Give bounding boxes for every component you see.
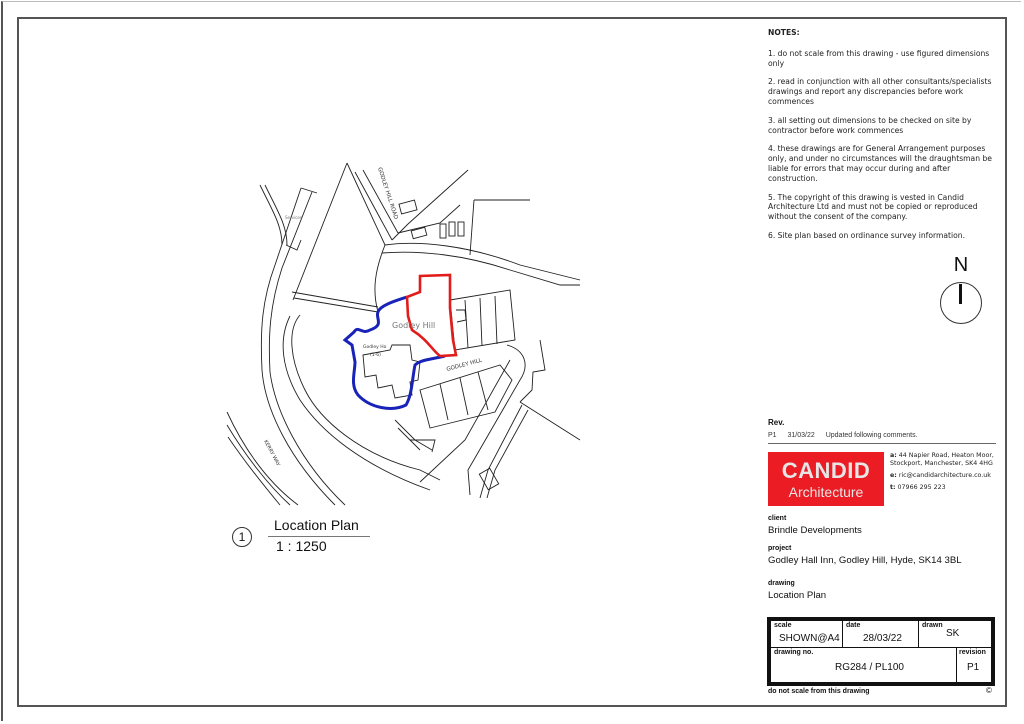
revision-label: revision [959,649,986,656]
drawing-no-label: drawing no. [774,649,814,656]
drawing-field [768,580,1000,601]
drawn-cell [919,621,991,648]
revision-cell [957,648,991,682]
address-label: a: [890,452,897,459]
do-not-scale-note: do not scale from this drawing [768,688,870,695]
revision-title: Rev. [768,418,785,427]
date-label: date [846,622,861,629]
plan-number-circle: 1 [232,527,252,547]
label-godley-hall-units: (1-6) [370,353,381,358]
site-boundary [407,275,456,356]
note-item: 2. read in conjunction with all other consultants/specialists drawings and report any discrepancies before work commences [768,77,992,106]
label-kerry-way: KERRY WAY [262,439,281,468]
north-pointer-icon [959,284,962,304]
scale-value: SHOWN@A4 [779,633,840,644]
north-arrow [940,254,982,324]
label-godley-hall: Godley Ho [363,345,387,350]
company-logo [768,452,884,506]
plan-scale: 1 : 1250 [276,538,327,554]
note-item: 3. all setting out dimensions to be checked on site by contractor before work commences [768,115,972,135]
label-godley-hill-street: GODLEY HILL [445,357,483,373]
email-label: e: [890,472,897,479]
revision-row [768,432,996,439]
scale-cell [771,621,843,648]
contact-address [890,452,1002,468]
scale-label: scale [774,622,792,629]
drawn-value: SK [946,628,960,639]
note-item: 1. do not scale from this drawing - use figured dimensions only [768,48,990,68]
title-box [767,617,995,686]
date-cell [843,621,919,648]
plan-title-underline [268,536,370,537]
north-label: N [953,254,969,276]
phone-label: t: [890,484,896,491]
note-item: 6. Site plan based on ordinance survey information. [768,230,965,240]
project-value: Godley Hall Inn, Godley Hill, Hyde, SK14 3BL [768,555,962,566]
company-contact [890,452,1002,496]
address-value: 44 Napier Road, Heaton Moor, Stockport, Manchester, SK4 4HG [890,452,994,467]
drawing-value: Location Plan [768,590,827,601]
plan-title-block [232,516,382,556]
label-godley-hill-road: GODLEY HILL ROAD [376,166,399,221]
date-value: 28/03/22 [863,633,902,644]
note-item: 5. The copyright of this drawing is vested in Candid Architecture Ltd and must not be copied or reproduced without the consent of the company. [768,192,978,222]
drawing-no-value: RG284 / PL100 [835,662,904,673]
drawing-no-cell [771,648,957,682]
contact-phone [890,484,1002,492]
project-field [768,545,1000,566]
label-godley-hill-area: Godley Hill [392,321,436,330]
contact-email [890,472,1002,480]
note-item: 4. these drawings are for General Arrangement purposes only, and under no circumstances will the draughtsman be liable for errors that may occur during and after construction. [768,144,992,183]
client-label: client [768,515,787,522]
revision-date: 31/03/22 [787,432,815,439]
logo-name-line2: Architecture [788,484,864,500]
logo-name-line1: CANDID [781,458,871,483]
revision-code: P1 [768,432,777,439]
revision-divider [768,443,996,444]
label-services: Services [285,215,302,220]
map-linework [227,163,580,505]
project-label: project [768,545,792,552]
copyright-icon: © [986,686,992,695]
client-value: Brindle Developments [768,525,862,536]
notes-section [768,28,1000,250]
revision-block [768,418,996,444]
client-field [768,515,1000,536]
drawn-label: drawn [922,622,943,629]
phone-value: 07966 295 223 [897,484,946,491]
drawing-label: drawing [768,580,795,587]
revision-description: Updated following comments. [825,432,918,439]
revision-value: P1 [967,662,980,673]
plan-title: Location Plan [274,517,359,533]
email-value: ric@candidarchitecture.co.uk [898,472,991,479]
ownership-boundary [345,297,445,408]
notes-heading: NOTES: [768,28,800,37]
